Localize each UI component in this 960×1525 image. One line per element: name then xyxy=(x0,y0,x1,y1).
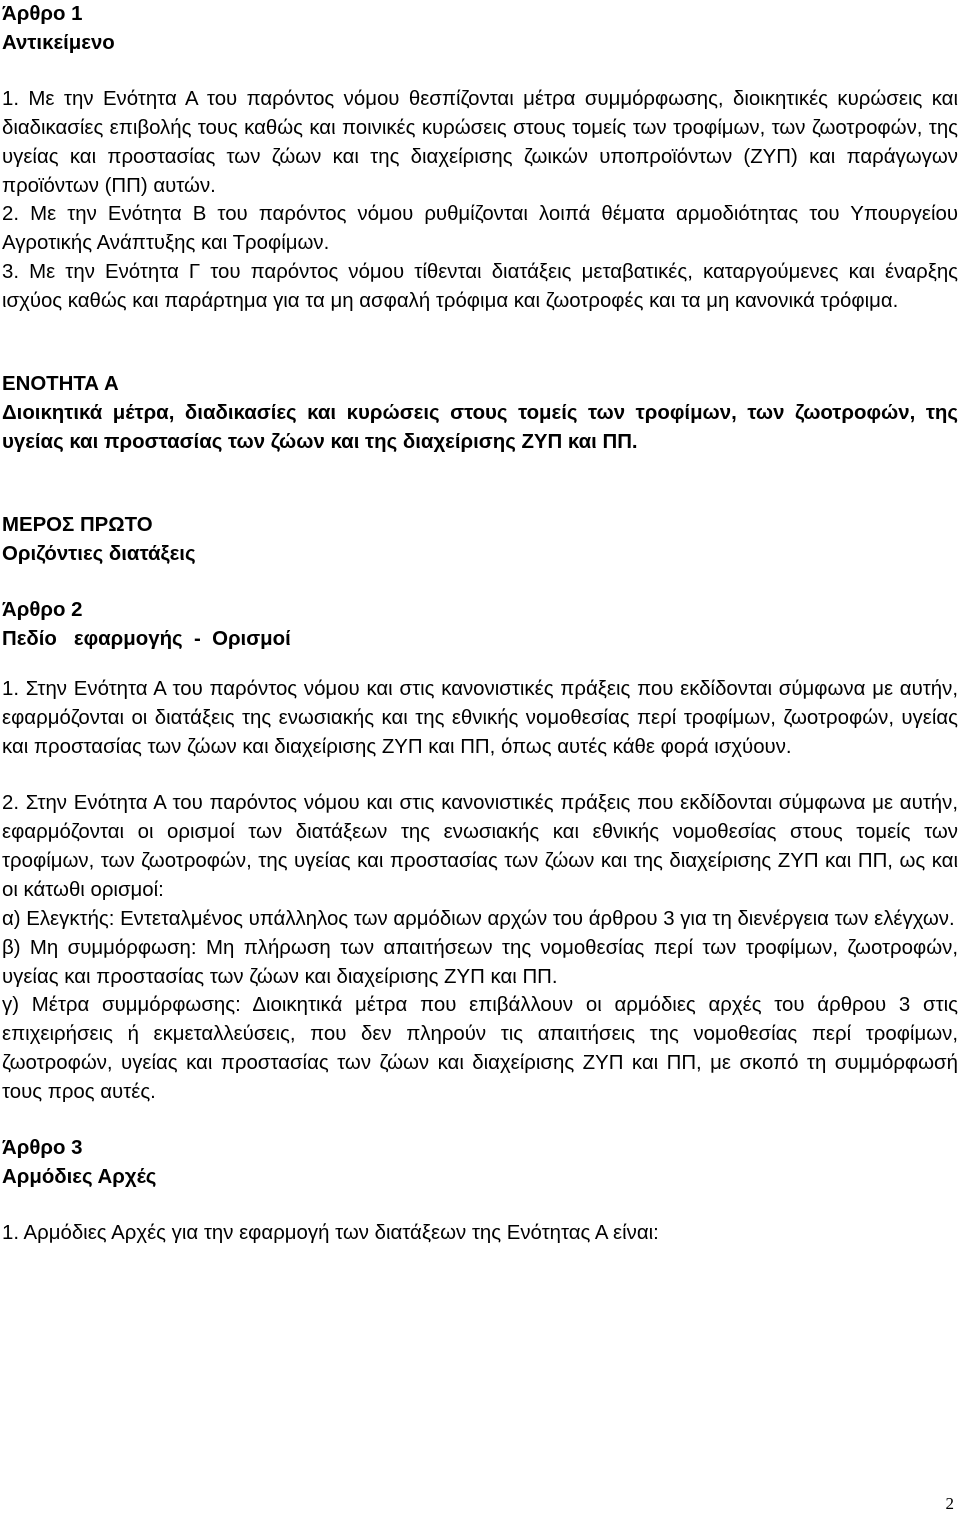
article-2-definition-a: α) Ελεγκτής: Εντεταλμένος υπάλληλος των αρμόδιων αρχών του άρθρου 3 για τη διενέργεια των ελέγχων. xyxy=(2,907,955,930)
article-3-paragraph-1: 1. Αρμόδιες Αρχές για την εφαρμογή των διατάξεων της Ενότητας Α είναι: xyxy=(2,1221,659,1244)
article-1-paragraph-1: 1. Με την Ενότητα Α του παρόντος νόμου θεσπίζονται μέτρα συμμόρφωσης, διοικητικές κυρώσεις και διαδικασίες επιβολής τους καθώς και ποινικές κυρώσεις στους τομείς των τροφίμων, των ζωοτροφών, της υγείας και προστασίας των ζώων και της διαχείρισης ζωικών υποπροϊόντων (ΖΥΠ) και παράγωγων προϊόντων (ΠΠ) αυτών. xyxy=(2,87,958,197)
article-2-title: Άρθρο 2 xyxy=(2,598,83,621)
article-3-subtitle: Αρμόδιες Αρχές xyxy=(2,1166,157,1188)
article-1-title: Άρθρο 1 xyxy=(2,3,83,25)
part-one-title: ΜΕΡΟΣ ΠΡΩΤΟ xyxy=(2,513,153,536)
document-body xyxy=(2,0,958,1248)
article-1-subtitle: Αντικείμενο xyxy=(2,31,115,54)
article-2-subtitle: Πεδίο εφαρμογής - Ορισμοί xyxy=(2,627,291,650)
article-2-definition-c: γ) Μέτρα συμμόρφωσης: Διοικητικά μέτρα που επιβάλλουν οι αρμόδιες αρχές του άρθρου 3 στις επιχειρήσεις ή εκμεταλλεύσεις, που δεν πληρούν τις απαιτήσεις της νομοθεσίας περί τροφίμων, ζωοτροφών, υγείας και προστασίας των ζώων και διαχείρισης ΖΥΠ και ΠΠ, με σκοπό τη συμμόρφωσή τους προς αυτές. xyxy=(2,994,958,1104)
article-2-definition-b: β) Μη συμμόρφωση: Μη πλήρωση των απαιτήσεων της νομοθεσίας περί των τροφίμων, ζωοτροφών, υγείας και προστασίας των ζώων και διαχείρισης ΖΥΠ και ΠΠ. xyxy=(2,936,958,988)
article-1-paragraph-2: 2. Με την Ενότητα Β του παρόντος νόμου ρυθμίζονται λοιπά θέματα αρμοδιότητας του Υπουργείου Αγροτικής Ανάπτυξης και Τροφίμων. xyxy=(2,203,958,255)
article-2-paragraph-2: 2. Στην Ενότητα Α του παρόντος νόμου και στις κανονιστικές πράξεις που εκδίδονται σύμφωνα με αυτήν, εφαρμόζονται οι ορισμοί των διατάξεων της ενωσιακής και εθνικής νομοθεσίας στους τομείς των τροφίμων, των ζωοτροφών, της υγείας και προστασίας των ζώων και της διαχείρισης ΖΥΠ και ΠΠ, ως και οι κάτωθι ορισμοί: xyxy=(2,792,958,901)
page-number: 2 xyxy=(945,1494,954,1513)
part-one-subtitle: Οριζόντιες διατάξεις xyxy=(2,542,196,565)
section-a-title: ΕΝΟΤΗΤΑ Α xyxy=(2,373,119,396)
article-1-paragraph-3: 3. Με την Ενότητα Γ του παρόντος νόμου τίθενται διατάξεις μεταβατικές, καταργούμενες και έναρξης ισχύος καθώς και παράρτημα για τα μη ασφαλή τρόφιμα και ζωοτροφές και τα μη κανονικά τρόφιμα. xyxy=(2,261,958,313)
article-2-paragraph-1: 1. Στην Ενότητα Α του παρόντος νόμου και στις κανονιστικές πράξεις που εκδίδονται σύμφωνα με αυτήν, εφαρμόζονται οι διατάξεις της ενωσιακής και της εθνικής νομοθεσίας περί τροφίμων, ζωοτροφών, υγείας και προστασίας των ζώων και διαχείρισης ΖΥΠ και ΠΠ, όπως αυτές κάθε φορά ισχύουν. xyxy=(2,678,958,759)
article-3-title: Άρθρο 3 xyxy=(2,1137,83,1160)
section-a-subtitle: Διοικητικά μέτρα, διαδικασίες και κυρώσεις στους τομείς των τροφίμων, των ζωοτροφών, της υγείας και προστασίας των ζώων και της διαχείρισης ΖΥΠ και ΠΠ. xyxy=(2,401,958,453)
